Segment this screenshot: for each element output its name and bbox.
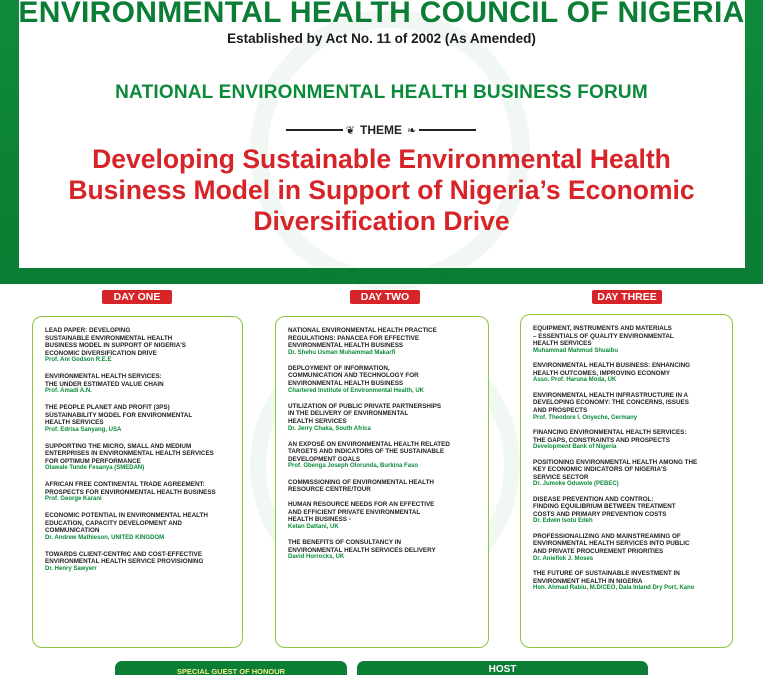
list-item — [45, 327, 232, 365]
list-item — [45, 404, 232, 434]
talk-title: AN EXPOSÉ ON ENVIRONMENTAL HEALTH RELATED TARGETS AND INDICATORS OF THE SUSTAINABLE DEVELOPMENT GOALS — [288, 440, 450, 463]
list-item — [45, 481, 232, 504]
forum-name: NATIONAL ENVIRONMENTAL HEALTH BUSINESS FORUM — [115, 82, 648, 103]
day-three-tab: DAY THREE — [592, 290, 662, 304]
talk-speaker: Chartered Institute of Environmental Health, UK — [288, 387, 425, 394]
list-item — [288, 403, 478, 433]
talk-speaker: Ketan Dattani, UK — [288, 523, 339, 530]
theme-divider — [286, 120, 476, 140]
talk-title: NATIONAL ENVIRONMENTAL HEALTH PRACTICE REGULATIONS: PANACEA FOR EFFECTIVE ENVIRONMENTAL HEALTH BUSINESS — [288, 327, 437, 350]
talk-speaker: Prof. George Karani — [45, 496, 102, 503]
talk-speaker: Dr. Edwin Isotu Edeh — [533, 518, 593, 525]
day-two-tab: DAY TWO — [350, 290, 420, 304]
list-item — [288, 501, 478, 531]
talk-speaker: Dr. Shehu Usman Muhammad Makarfi — [288, 349, 396, 356]
talk-speaker: Muhammad Mahmud Shuaibu — [533, 347, 619, 354]
day-two-card — [275, 316, 489, 648]
list-item — [45, 443, 232, 473]
list-item — [533, 570, 722, 593]
talk-speaker: Prof. Amadi A.N. — [45, 388, 92, 395]
theme-title: Developing Sustainable Environmental Health Business Model in Support of Nigeria’s Economic Diversification Drive — [68, 144, 695, 236]
talk-speaker: Dr. Andrew Mathieson, UNITED KINGDOM — [45, 535, 165, 541]
list-item — [288, 327, 478, 357]
talk-title: ENVIRONMENTAL HEALTH INFRASTRUCTURE IN A DEVELOPING ECONOMY: THE CONCERNS, ISSUES AND PROSPECTS — [533, 391, 689, 414]
list-item — [533, 496, 722, 526]
list-item — [533, 325, 722, 355]
talk-speaker: Prof. Ani Godson R.E.E — [45, 357, 112, 364]
talk-speaker: Asso. Prof. Haruna Moda, UK — [533, 377, 617, 384]
talk-speaker: Dr. Jerry Chaka, South Africa — [288, 425, 371, 432]
talk-title: HUMAN RESOURCE NEEDS FOR AN EFFECTIVE AND EFFICIENT PRIVATE ENVIRONMENTAL HEALTH BUSINESS - — [288, 501, 435, 524]
talk-title: COMMISSIONING OF ENVIRONMENTAL HEALTH RESOURCE CENTRE/TOUR — [288, 478, 434, 494]
talk-speaker: Dr. Jumoke Oduwole (PEBEC) — [533, 481, 619, 488]
day-one-tab: DAY ONE — [102, 290, 172, 304]
council-name: ENVIRONMENTAL HEALTH COUNCIL OF NIGERIA — [18, 0, 745, 29]
talk-title: LEAD PAPER: DEVELOPING SUSTAINABLE ENVIRONMENTAL HEALTH BUSINESS MODEL IN SUPPORT OF NIGERIA'S ECONOMIC DIVERSIFICATION DRIVE — [45, 327, 186, 357]
divider-line-left — [286, 129, 343, 131]
talk-title: ENVIRONMENTAL HEALTH BUSINESS: ENHANCING HEALTH OUTCOMES, IMPROVING ECONOMY — [533, 362, 691, 377]
talk-speaker: David Horrocks, UK — [288, 554, 345, 561]
list-item — [533, 362, 722, 385]
talk-title: TOWARDS CLIENT-CENTRIC AND COST-EFFECTIVE ENVIRONMENTAL HEALTH SERVICE PROVISIONING — [45, 550, 204, 566]
list-item — [533, 459, 722, 489]
talk-speaker: Dr. Aniefiok J. Moses — [533, 555, 594, 562]
host-bar: HOST — [357, 661, 648, 675]
list-item — [288, 365, 478, 395]
talk-title: ECONOMIC POTENTIAL IN ENVIRONMENTAL HEALTH EDUCATION, CAPACITY DEVELOPMENT AND COMMUNICATION — [45, 512, 208, 535]
talk-speaker: Prof. Gbenga Joseph Olorunda, Burkina Faso — [288, 463, 419, 470]
talk-speaker: Development Bank of Nigeria — [533, 444, 617, 451]
list-item — [288, 479, 478, 494]
established-line: Established by Act No. 11 of 2002 (As Amended) — [227, 31, 536, 46]
list-item — [45, 512, 232, 542]
talk-title: EQUIPMENT, INSTRUMENTS AND MATERIALS – ESSENTIALS OF QUALITY ENVIRONMENTAL HEALTH SERVICES — [533, 325, 674, 348]
talk-speaker: Prof. Theodore I. Onyeche, Germany — [533, 414, 638, 421]
talk-title: FINANCING ENVIRONMENTAL HEALTH SERVICES: THE GAPS, CONSTRAINTS AND PROSPECTS — [533, 428, 687, 444]
talk-speaker: Hon. Ahmad Rabiu, M.D/CEO, Dala Inland Dry Port, Kano — [533, 585, 695, 592]
talk-title: DEPLOYMENT OF INFORMATION, COMMUNICATION AND TECHNOLOGY FOR ENVIRONMENTAL HEALTH BUSINESS — [288, 364, 419, 388]
talk-title: THE PEOPLE PLANET AND PROFIT (3PS) SUSTAINABILITY MODEL FOR ENVIRONMENTAL HEALTH SERVICES — [45, 404, 193, 427]
talk-title: THE FUTURE OF SUSTAINABLE INVESTMENT IN ENVIRONMENT HEALTH IN NIGERIA — [533, 570, 680, 585]
talk-title: UTILIZATION OF PUBLIC PRIVATE PARTNERSHIPS IN THE DELIVERY OF ENVIRONMENTAL HEALTH SERVICES — [288, 402, 442, 425]
talk-title: POSITIONING ENVIRONMENTAL HEALTH AMONG THE KEY ECONOMIC INDICATORS OF NIGERIA'S SERVICE SECTOR — [533, 458, 698, 481]
list-item — [533, 533, 722, 563]
day-one-card — [32, 316, 243, 648]
special-guest-bar: SPECIAL GUEST OF HONOUR — [115, 661, 347, 675]
talk-title: PROFESSIONALIZING AND MAINSTREAMING OF ENVIRONMENTAL HEALTH SERVICES INTO PUBLIC AND PRIVATE PROCUREMENT PRIORITIES — [533, 532, 690, 556]
list-item — [45, 373, 232, 396]
day-three-card — [520, 314, 733, 648]
list-item — [288, 539, 478, 562]
list-item — [533, 429, 722, 452]
theme-label: THEME — [360, 123, 402, 137]
talk-title: DISEASE PREVENTION AND CONTROL: FINDING EQUILIBRIUM BETWEEN TREATMENT COSTS AND PRIMARY PREVENTION COSTS — [533, 495, 676, 518]
talk-speaker: Dr. Henry Sawyerr — [45, 565, 97, 572]
ornament-left-icon: ❦ — [345, 124, 355, 137]
talk-title: THE BENEFITS OF CONSULTANCY IN ENVIRONMENTAL HEALTH SERVICES DELIVERY — [288, 539, 436, 554]
talk-speaker: Olawale Tunde Fesanya (SMEDAN) — [45, 465, 145, 472]
list-item — [288, 441, 478, 471]
talk-speaker: Prof. Edrisa Sanyang, USA — [45, 426, 122, 433]
talk-title: SUPPORTING THE MICRO, SMALL AND MEDIUM ENTERPRISES IN ENVIRONMENTAL HEALTH SERVICES FOR OPTIMUM PERFORMANCE — [45, 442, 214, 465]
list-item — [533, 392, 722, 422]
divider-line-right — [419, 129, 476, 131]
list-item — [45, 551, 232, 574]
talk-title: ENVIRONMENTAL HEALTH SERVICES: THE UNDER ESTIMATED VALUE CHAIN — [45, 373, 164, 388]
talk-title: AFRICAN FREE CONTINENTAL TRADE AGREEMENT: PROSPECTS FOR ENVIRONMENTAL HEALTH BUSINESS — [45, 481, 216, 496]
ornament-right-icon: ❧ — [407, 124, 417, 137]
